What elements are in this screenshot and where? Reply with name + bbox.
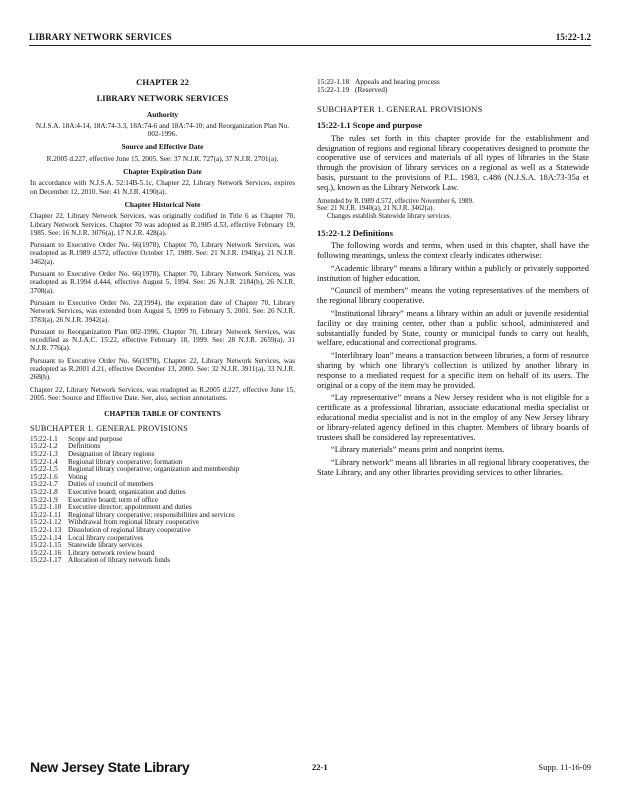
toc-section-title: Scope and purpose [68, 434, 123, 443]
toc-list [30, 436, 295, 565]
history-paragraph: Chapter 22, Library Network Services, was originally codified in Title 6 as Chapter 70, Library Network Services. Chapter 70 was adopted as R.1985 d.53, effective February 19, 1985. See: 16 N.J.R. 3076(a), 17 N.J.R. 428(a). [30, 212, 295, 237]
toc-section-title: Local library cooperatives [68, 533, 144, 542]
footer-library-logo: New Jersey State Library [30, 759, 190, 775]
toc-entry [317, 86, 589, 94]
definitions-list [317, 241, 589, 478]
history-notes [30, 212, 295, 402]
chapter-title: LIBRARY NETWORK SERVICES [96, 93, 229, 104]
header-title: LIBRARY NETWORK SERVICES [29, 32, 172, 42]
expiration-text: In accordance with N.J.S.A. 52:14B-5.1c, Chapter 22, Library Network Services, expires on December 12, 2010. See: 41 N.J.R. 4190(a). [30, 179, 295, 196]
toc-section-title: Voting [68, 472, 88, 481]
toc-subchapter: SUBCHAPTER 1. GENERAL PROVISIONS [30, 423, 189, 433]
toc-section-number: 15:22-1.13 [30, 525, 62, 534]
toc-section-title: Definitions [68, 442, 101, 451]
toc-section-title: Withdrawal from regional library cooperative [68, 518, 200, 527]
toc-section-number: 15:22-1.3 [30, 449, 58, 458]
definition-paragraph: “Lay representative” means a New Jersey resident who is not eligible for a certificate as a professional librarian, associate educational media specialist or educational media specialist and is not in the employ of any New Jersey library or library-related agency defined in this chapter. Members of library boards of trustees shall be considered lay representatives. [317, 393, 589, 442]
toc-section-title: Appeals and hearing process [355, 77, 440, 86]
toc-entry [30, 557, 295, 565]
toc-section-title: Allocation of library network funds [68, 556, 171, 565]
toc-section-title: Executive director; appointment and duties [68, 503, 192, 512]
authority-text: N.J.S.A. 18A:4-14, 18A:74-3.3, 18A:74-6 and 18A:74-10; and Reorganization Plan No. 002-1996. [35, 121, 290, 139]
scope-history [317, 198, 589, 221]
toc-section-number: 15:22-1.9 [30, 495, 58, 504]
toc-section-title: Regional library cooperative; organization and membership [68, 465, 240, 474]
toc-section-number: 15:22-1.1 [30, 434, 58, 443]
footer-page-number: 22-1 [312, 762, 328, 772]
toc-section-number: 15:22-1.7 [30, 480, 58, 489]
source-heading: Source and Effective Date [121, 142, 204, 152]
history-paragraph: Pursuant to Executive Order No. 66(1978), Chapter 22, Library Network Services, was readopted as R.2001 d.21, effective December 13, 2000. See: 32 N.J.R. 3911(a), 33 N.J.R. 268(b). [30, 356, 295, 382]
toc-continued [317, 78, 589, 93]
definition-paragraph: “Library network” means all libraries in all regional library cooperatives, the State Library, and any other libraries providing services to other libraries. [317, 458, 589, 477]
toc-section-title: Library network review board [68, 548, 155, 557]
expiration-heading: Chapter Expiration Date [123, 167, 202, 177]
scope-paragraph: The rules set forth in this chapter provide for the establishment and designation of regions and regional library cooperatives designed to promote the cooperative use of services and materials of all types of libraries in the State through the provision of library services on a regional as well as a Statewide basis, pursuant to the provisions of P.L. 1983, c.486 (N.J.S.A. 18A:73-35a et seq.), known as the Library Network Law. [317, 133, 589, 192]
history-paragraph: Chapter 22, Library Network Services, was readopted as R.2005 d.227, effective June 15, 2005. See: Source and Effective Date. See, also, section annotations. [30, 385, 295, 402]
history-paragraph: Pursuant to Executive Order No. 22(1994), the expiration date of Chapter 70, Library Network Services, was extended from August 5, 1999 to February 5, 2001. See: 26 N.J.R. 3783(a), 26 N.J.R. 3942(a). [30, 298, 295, 324]
toc-section-number: 15:22-1.8 [30, 487, 58, 496]
toc-section-number: 15:22-1.18 [317, 77, 350, 86]
toc-section-number: 15:22-1.19 [317, 84, 350, 94]
toc-section-title: (Reserved) [355, 84, 388, 94]
chapter-number: CHAPTER 22 [136, 77, 189, 87]
toc-section-title: Executive board; term of office [68, 495, 159, 504]
definition-paragraph: “Institutional library” means a library within an adult or juvenile residential facility or day training center, other than a public school, administered and substantially funded by State, county or municipal funds to carry out health, welfare, educational and correctional programs. [317, 309, 589, 348]
toc-section-title: Executive board; organization and duties [68, 487, 186, 496]
history-paragraph: Pursuant to Reorganization Plan 002-1996, Chapter 70, Library Network Services, was recodified as N.J.A.C. 15:22, effective February 18, 1999. See: 28 N.J.R. 2659(a), 31 N.J.R. 776(a). [30, 327, 295, 353]
toc-heading: CHAPTER TABLE OF CONTENTS [104, 409, 221, 419]
history-paragraph: Pursuant to Executive Order No. 66(1978), Chapter 70, Library Network Services, was readopted as R.1994 d.444, effective August 5, 1994. See: 26 N.J.R. 2184(b), 26 N.J.R. 3708(a). [30, 270, 295, 295]
authority-heading: Authority [146, 109, 179, 119]
left-column [30, 78, 295, 565]
definition-paragraph: “Library materials” means print and nonprint items. [331, 445, 505, 455]
toc-section-number: 15:22-1.17 [30, 556, 62, 565]
page-footer [30, 759, 591, 779]
toc-section-number: 15:22-1.6 [30, 472, 58, 481]
definition-paragraph: “Academic library” means a library within a publicly or privately supported institution of higher education. [317, 263, 589, 283]
history-line: Amended by R.1989 d.572, effective November 6, 1989. [317, 197, 474, 205]
toc-section-number: 15:22-1.12 [30, 518, 62, 527]
toc-section-title: Duties of council of members [68, 480, 154, 489]
right-column [317, 78, 589, 481]
toc-section-number: 15:22-1.4 [30, 457, 58, 466]
definition-paragraph: “Council of members” means the voting representatives of the members of the regional library cooperative. [317, 286, 589, 306]
toc-section-number: 15:22-1.11 [30, 510, 62, 519]
header-section: 15:22-1.2 [555, 32, 591, 42]
toc-section-title: Regional library cooperative; responsibilities and services [68, 510, 235, 519]
history-paragraph: Pursuant to Executive Order No. 66(1978), Chapter 70, Library Network Services, was readopted as R.1989 d.572, effective October 17, 1989. See: 21 N.J.R. 1940(a), 21 N.J.R. 3462(a). [30, 241, 295, 266]
toc-section-number: 15:22-1.2 [30, 442, 58, 451]
toc-section-number: 15:22-1.16 [30, 548, 62, 557]
running-header [29, 32, 591, 46]
toc-section-title: Designation of library regions [68, 449, 155, 458]
footer-supplement: Supp. 11-16-09 [538, 762, 591, 772]
toc-section-number: 15:22-1.15 [30, 541, 62, 550]
definition-paragraph: “Interlibrary loan” means a transaction between libraries, a form of resource sharing by which one library's collection is utilized by another library in response to a mediated request for a specific item on behalf of its users. The original or a copy of the item may be provided. [317, 351, 589, 390]
toc-section-number: 15:22-1.10 [30, 503, 62, 512]
subchapter-title: SUBCHAPTER 1. GENERAL PROVISIONS [317, 104, 483, 115]
history-line: See: 21 N.J.R. 1940(a), 21 N.J.R. 3462(a). [317, 205, 435, 213]
toc-section-number: 15:22-1.14 [30, 533, 62, 542]
toc-section-title: Statewide library services [68, 541, 143, 550]
toc-section-title: Dissolution of regional library cooperative [68, 525, 191, 534]
definition-paragraph: The following words and terms, when used in this chapter, shall have the following meanings, unless the context clearly indicates otherwise: [317, 241, 589, 261]
history-heading: Chapter Historical Note [124, 199, 201, 209]
source-text: R.2005 d.227, effective June 15, 2005. See: 37 N.J.R. 727(a), 37 N.J.R. 2701(a). [46, 154, 279, 163]
section-heading-definitions: 15:22-1.2 Definitions [317, 227, 393, 238]
toc-section-number: 15:22-1.5 [30, 465, 58, 474]
history-line: Changes establish Statewide library services. [327, 213, 452, 221]
section-heading-scope: 15:22-1.1 Scope and purpose [317, 120, 423, 131]
toc-section-title: Regional library cooperative; formation [68, 457, 183, 466]
